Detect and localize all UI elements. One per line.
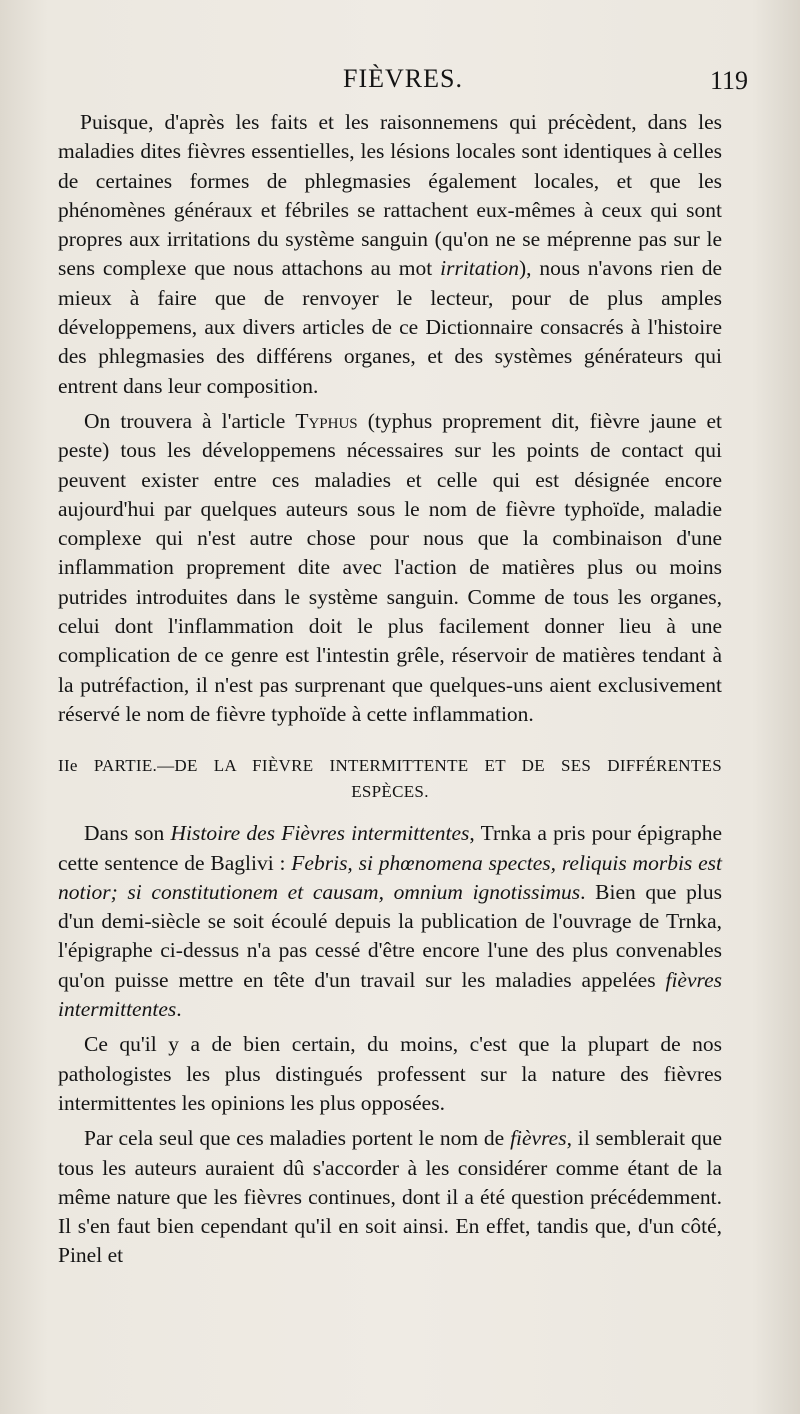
paragraph-1 [58, 108, 722, 401]
paragraph-3-final: . [176, 997, 182, 1022]
paragraph-2-text-start: On trouvera à l'article [84, 408, 296, 433]
paragraph-3-text-start: Dans son [84, 821, 171, 846]
paragraph-3-italic-quote: Febris, si phœnomena spectes, reliquis morbis est notior; si constitutionem et causam, omnium ignotissimus [58, 850, 722, 904]
section-title-line-2: ESPÈCES. [351, 782, 429, 802]
paragraph-2-small-caps: Typhus [295, 408, 358, 433]
paragraph-5-text-start: Par cela seul que ces maladies portent le nom de [84, 1126, 511, 1151]
paragraph-3 [58, 819, 722, 1024]
paragraph-1-italic: irritation [440, 256, 519, 281]
paragraph-3-italic-term: fièvres intermittentes [58, 967, 722, 1022]
running-head: FIÈVRES. [343, 64, 463, 93]
paragraph-3-text-end: . Bien que plus d'un demi-siècle se soit écoulé depuis la publication de l'ouvrage de Trnka, l'épigraphe ci-dessus n'a pas cessé d'être encore l'une des plus convenables qu'on puisse mettre en tête d'un travail sur les maladies appelées [58, 879, 722, 992]
section-title-line-1: IIe PARTIE.—DE LA FIÈVRE INTERMITTENTE ET DE SES DIFFÉRENTES [58, 756, 722, 776]
paragraph-2 [58, 407, 722, 729]
paragraph-1-text-end: ), nous n'avons rien de mieux à faire que de renvoyer le lecteur, pour de plus amples développemens, aux divers articles de ce Dictionnaire consacrés à l'histoire des phlegmasies des différens organes, et des systèmes générateurs qui entrent dans leur composition. [58, 256, 722, 398]
page-number: 119 [709, 66, 748, 95]
paragraph-5-text-end: , il semblerait que tous les auteurs auraient dû s'accorder à les considérer comme étant de la même nature que les fièvres continues, dont il a été question précédemment. Il s'en faut bien cependant qu'il en soit ainsi. En effet, tandis que, d'un côté, Pinel et [58, 1126, 722, 1268]
body-text [58, 108, 722, 1271]
paragraph-1-text: Puisque, d'après les faits et les raisonnemens qui précèdent, dans les maladies dites fièvres essentielles, les lésions locales sont identiques à celles de certaines formes de phlegmasies également locales, et que les phénomènes généraux et fébriles se rattachent eux-mêmes à ceux qui sont propres aux irritations du système sanguin (qu'on ne se méprenne pas sur le sens complexe que nous attachons au mot [58, 110, 722, 281]
paragraph-3-italic-title: Histoire des Fièvres intermittentes [170, 821, 470, 846]
section-title [58, 753, 722, 805]
paragraph-4: Ce qu'il y a de bien certain, du moins, c'est que la plupart de nos pathologistes les plus distingués professent sur la nature des fièvres intermittentes les opinions les plus opposées. [58, 1032, 722, 1115]
paragraph-5 [58, 1124, 722, 1270]
paragraph-5-italic: fièvres [510, 1126, 567, 1151]
paragraph-2-text-end: (typhus proprement dit, fièvre jaune et peste) tous les développemens nécessaires sur les points de contact qui peuvent exister entre ces maladies et celle qui est désignée encore aujourd'hui par quelques auteurs sous le nom de fièvre typhoïde, maladie complexe qui n'est autre chose pour nous que la combinaison d'une inflammation proprement dite avec l'action de matières plus ou moins putrides introduites dans le système sanguin. Comme de tous les organes, celui dont l'inflammation doit le plus facilement donner lieu à une complication de ce genre est l'intestin grêle, réservoir de matières tendant à la putréfaction, il n'est pas surprenant que quelques-uns aient exclusivement réservé le nom de fièvre typhoïde à cette inflammation. [58, 408, 722, 726]
page-header [58, 64, 748, 104]
paragraph-3-text-mid: , Trnka a pris pour épigraphe cette sentence de Baglivi : [58, 821, 722, 875]
